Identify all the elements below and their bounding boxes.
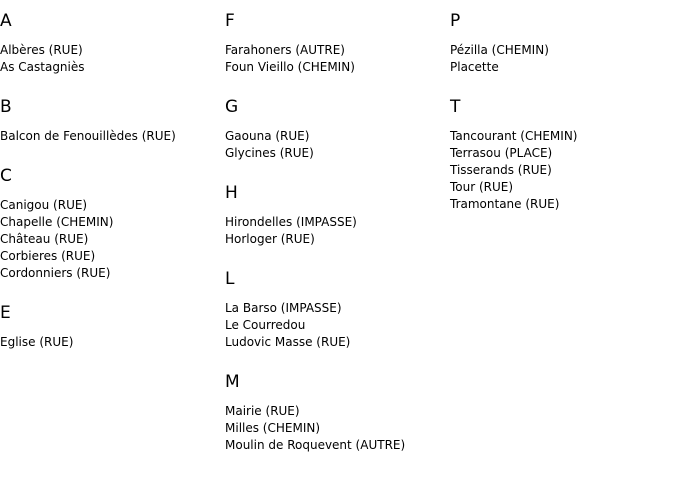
street-list	[225, 128, 445, 162]
street-link[interactable]: Cordonniers (RUE)	[0, 266, 111, 280]
street-link[interactable]: Horloger (RUE)	[225, 232, 315, 246]
letter-heading: C	[0, 166, 12, 186]
street-link[interactable]: Albères (RUE)	[0, 43, 83, 57]
street-index-column-2	[225, 0, 445, 454]
street-link[interactable]: Farahoners (AUTRE)	[225, 43, 345, 57]
street-link[interactable]: Tancourant (CHEMIN)	[450, 129, 578, 143]
letter-group-c	[0, 166, 220, 282]
letter-heading: F	[225, 11, 235, 31]
letter-heading: L	[225, 269, 235, 289]
letter-heading: H	[225, 183, 238, 203]
street-link[interactable]: Hirondelles (IMPASSE)	[225, 215, 357, 229]
street-list	[225, 403, 445, 454]
letter-heading: E	[0, 303, 11, 323]
street-list	[0, 334, 220, 351]
letter-heading: T	[450, 97, 461, 117]
letter-heading: B	[0, 97, 12, 117]
street-link[interactable]: Ludovic Masse (RUE)	[225, 335, 351, 349]
street-list	[0, 42, 220, 76]
street-link[interactable]: Pézilla (CHEMIN)	[450, 43, 549, 57]
street-link[interactable]: Tramontane (RUE)	[450, 197, 560, 211]
street-link[interactable]: Milles (CHEMIN)	[225, 421, 321, 435]
street-link[interactable]: Tour (RUE)	[450, 180, 514, 194]
street-link[interactable]: Le Courredou	[225, 318, 306, 332]
street-link[interactable]: Moulin de Roquevent (AUTRE)	[225, 438, 406, 452]
street-link[interactable]: Corbieres (RUE)	[0, 249, 96, 263]
street-link[interactable]: Gaouna (RUE)	[225, 129, 310, 143]
letter-heading: M	[225, 372, 240, 392]
street-list	[450, 128, 670, 213]
letter-group-l	[225, 269, 445, 351]
street-link[interactable]: Mairie (RUE)	[225, 404, 300, 418]
street-link[interactable]: La Barso (IMPASSE)	[225, 301, 342, 315]
street-link[interactable]: Château (RUE)	[0, 232, 89, 246]
street-list	[225, 300, 445, 351]
street-link[interactable]: Canigou (RUE)	[0, 198, 88, 212]
street-index-column-1	[0, 0, 220, 351]
street-list	[0, 128, 220, 145]
letter-group-m	[225, 372, 445, 454]
street-list	[225, 214, 445, 248]
street-link[interactable]: Balcon de Fenouillèdes (RUE)	[0, 129, 176, 143]
street-list	[0, 197, 220, 282]
letter-heading: G	[225, 97, 239, 117]
street-link[interactable]: Foun Vieillo (CHEMIN)	[225, 60, 355, 74]
street-link[interactable]: Terrasou (PLACE)	[450, 146, 553, 160]
letter-group-p	[450, 11, 670, 76]
street-list	[225, 42, 445, 76]
street-link[interactable]: Eglise (RUE)	[0, 335, 74, 349]
street-link[interactable]: Placette	[450, 60, 499, 74]
letter-heading: A	[0, 11, 12, 31]
letter-heading: P	[450, 11, 461, 31]
street-list	[450, 42, 670, 76]
letter-group-h	[225, 183, 445, 248]
letter-group-e	[0, 303, 220, 351]
letter-group-a	[0, 11, 220, 76]
street-link[interactable]: Chapelle (CHEMIN)	[0, 215, 114, 229]
letter-group-g	[225, 97, 445, 162]
street-link[interactable]: Tisserands (RUE)	[450, 163, 552, 177]
street-index-column-3	[450, 0, 670, 213]
letter-group-b	[0, 97, 220, 145]
street-link[interactable]: Glycines (RUE)	[225, 146, 314, 160]
street-link[interactable]: As Castagniès	[0, 60, 85, 74]
letter-group-f	[225, 11, 445, 76]
letter-group-t	[450, 97, 670, 213]
